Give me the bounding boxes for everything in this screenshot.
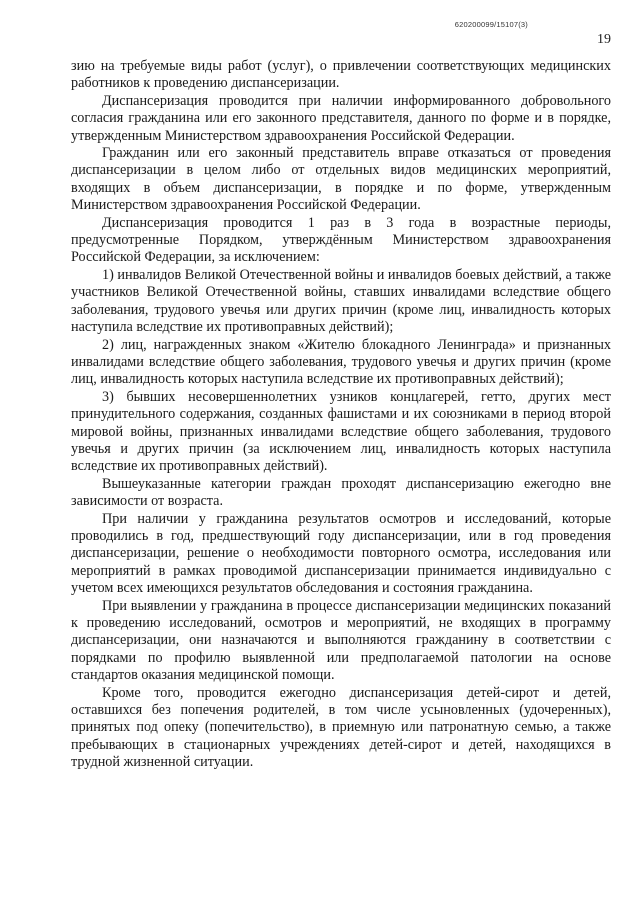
list-item: 2) лиц, награжденных знаком «Жителю блокадного Ленинграда» и признанных инвалидами вследствие общего заболевания, трудового увечья и других причин (кроме лиц, инвалидность которых наступила вследствие их противоправных действий); (71, 336, 611, 388)
paragraph: Вышеуказанные категории граждан проходят диспансеризацию ежегодно вне зависимости от возраста. (71, 475, 611, 510)
document-code: 620200099/15107(3) (454, 20, 528, 29)
paragraph: Гражданин или его законный представитель вправе отказаться от проведения диспансеризации в целом либо от отдельных видов медицинских мероприятий, входящих в объем диспансеризации, в порядке и по форме, утвержденным Министерством здравоохранения Российской Федерации. (71, 145, 611, 214)
paragraph: Кроме того, проводится ежегодно диспансеризация детей-сирот и детей, оставшихся без попечения родителей, в том числе усыновленных (удочеренных), принятых под опеку (попечительство), в приемную или патронатную семью, а также пребывающих в стационарных учреждениях детей-сирот и детей, находящихся в трудной жизненной ситуации. (71, 684, 611, 771)
paragraph: При наличии у гражданина результатов осмотров и исследований, которые проводились в год, предшествующий году диспансеризации, или в год проведения диспансеризации, решение о необходимости повторного осмотра, исследования или мероприятий в рамках проводимой диспансеризации принимается индивидуально с учетом всех имеющихся результатов обследования и состояния гражданина. (71, 510, 611, 597)
page-number: 19 (597, 32, 611, 47)
list-item: 3) бывших несовершеннолетних узников концлагерей, гетто, других мест принудительного содержания, созданных фашистами и их союзниками в период второй мировой войны, признанных инвалидами вследствие общего заболевания, трудового увечья и других причин (за исключением лиц, инвалидность которых наступила вследствие их противоправных действий). (71, 388, 611, 475)
list-item: 1) инвалидов Великой Отечественной войны и инвалидов боевых действий, а также участников Великой Отечественной войны, ставших инвалидами вследствие общего заболевания, трудового увечья или других причин (кроме лиц, инвалидность которых наступила вследствие их противоправных действий); (71, 266, 611, 336)
paragraph: зию на требуемые виды работ (услуг), о привлечении соответствующих медицинских работников к проведению диспансеризации. (71, 58, 611, 92)
paragraph: При выявлении у гражданина в процессе диспансеризации медицинских показаний к проведению исследований, осмотров и мероприятий, не входящих в программу диспансеризации, они назначаются и выполняются гражданину в соответствии с порядками по профилю выявленной или предполагаемой патологии на основе стандартов оказания медицинской помощи. (71, 597, 611, 684)
paragraph: Диспансеризация проводится 1 раз в 3 года в возрастные периоды, предусмотренные Порядком, утверждённым Министерством здравоохранения Российской Федерации, за исключением: (71, 214, 611, 266)
paragraph: Диспансеризация проводится при наличии информированного добровольного согласия гражданина или его законного представителя, данного по форме и в порядке, утвержденным Министерством здравоохранения Российской Федерации. (71, 92, 611, 144)
document-body (71, 58, 611, 772)
